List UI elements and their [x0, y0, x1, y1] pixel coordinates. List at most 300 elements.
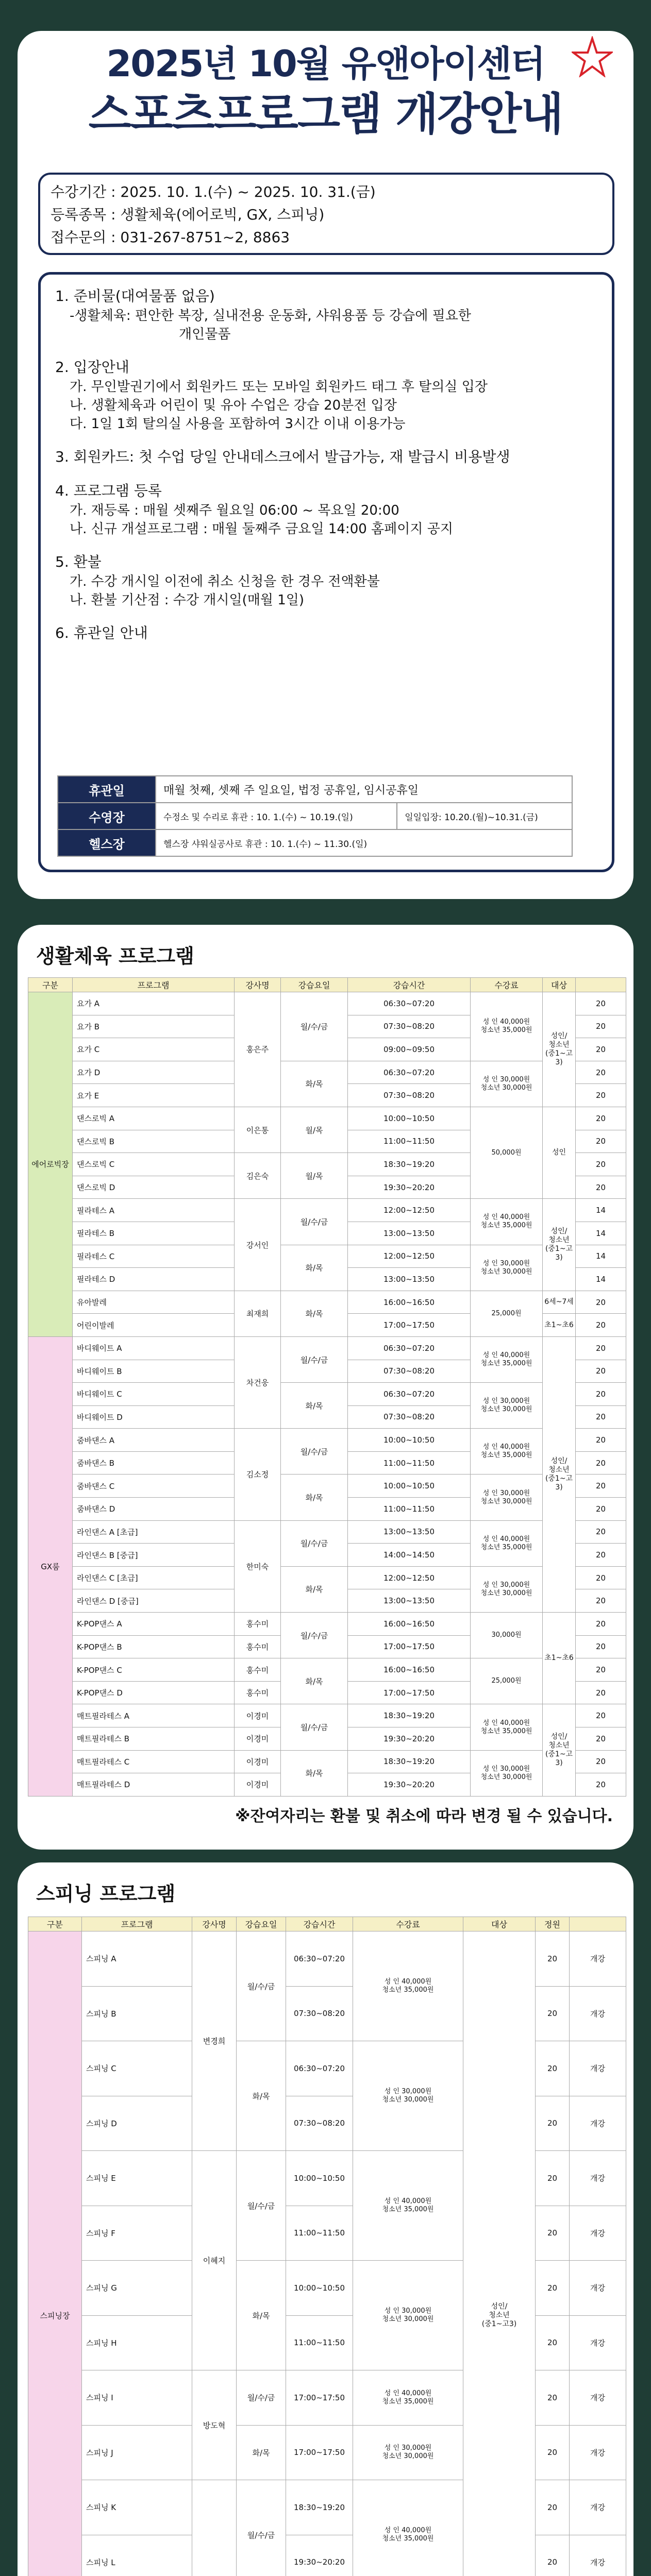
program-name: K-POP댄스 A: [73, 1613, 235, 1636]
program-name: 필라테스 B: [73, 1222, 235, 1245]
capacity-cell: 20: [576, 1429, 626, 1452]
fee-cell: 50,000원: [471, 1107, 543, 1198]
program-name: 라인댄스 D [중급]: [73, 1589, 235, 1613]
notice-4-heading: 4. 프로그램 등록: [55, 482, 162, 499]
table-row: [28, 1061, 626, 1084]
notice-5-line: 가. 수강 개시일 이전에 취소 신청을 한 경우 전액환불: [70, 574, 380, 589]
capacity-cell: 20: [536, 2261, 570, 2316]
table-row: [28, 1291, 626, 1314]
time-cell: 13:00~13:50: [348, 1268, 471, 1291]
weekday-cell: 화/목: [281, 1566, 348, 1612]
program-name: 어린이발레: [73, 1314, 235, 1337]
fee-cell: 성 인 40,000원 청소년 35,000원: [471, 1199, 543, 1245]
time-cell: 16:00~16:50: [348, 1291, 471, 1314]
time-cell: 11:00~11:50: [348, 1451, 471, 1475]
instructor-cell: 변경희: [192, 1931, 237, 2151]
table-row: [28, 2425, 626, 2480]
time-cell: 18:30~19:20: [348, 1750, 471, 1773]
table-header-row: [28, 1917, 626, 1931]
program-name: 라인댄스 B [중급]: [73, 1544, 235, 1567]
capacity-cell: 20: [576, 1498, 626, 1521]
weekday-cell: 화/목: [281, 1061, 348, 1107]
capacity-cell: 20: [536, 2480, 570, 2535]
table-row: [28, 1107, 626, 1130]
status-cell: 개강: [570, 2480, 626, 2535]
instructor-cell: 홍수미: [235, 1681, 281, 1704]
status-cell: 개강: [570, 1986, 626, 2041]
fee-cell: 성 인 30,000원 청소년 30,000원: [471, 1475, 543, 1520]
program-name: 라인댄스 A [초급]: [73, 1520, 235, 1544]
program-name: 요가 B: [73, 1015, 235, 1038]
status-cell: 개강: [570, 2041, 626, 2096]
time-cell: 06:30~07:20: [286, 2041, 353, 2096]
section-title: 생활체육 프로그램: [36, 945, 194, 968]
status-cell: 개강: [570, 2096, 626, 2151]
program-name: 요가 C: [73, 1038, 235, 1061]
column-header: 강습시간: [348, 978, 471, 992]
notice-1-line: 개인물품: [179, 327, 231, 342]
program-name: 매트필라테스 C: [73, 1750, 235, 1773]
fee-cell: 성 인 40,000원 청소년 35,000원: [353, 2480, 463, 2576]
instructor-cell: 이혜지: [192, 2151, 237, 2370]
notice-4-line: 가. 재등록 : 매월 셋째주 월요일 06:00 ~ 목요일 20:00: [70, 503, 399, 518]
instructor-cell: 김소정: [235, 1429, 281, 1520]
target-cell: 성인/ 청소년 (중1~고3): [543, 992, 576, 1107]
capacity-cell: 20: [576, 1405, 626, 1429]
table-row: [28, 1336, 626, 1360]
program-name: K-POP댄스 D: [73, 1681, 235, 1704]
capacity-cell: 20: [576, 1291, 626, 1314]
column-header: 프로그램: [73, 978, 235, 992]
status-cell: 개강: [570, 2261, 626, 2316]
weekday-cell: 화/목: [281, 1245, 348, 1291]
weekday-cell: 월/수/금: [237, 1931, 286, 2041]
target-cell: 초1~초6: [543, 1314, 576, 1337]
capacity-cell: 20: [576, 1451, 626, 1475]
fee-cell: 성 인 40,000원 청소년 35,000원: [353, 1931, 463, 2041]
fee-cell: 성 인 40,000원 청소년 35,000원: [471, 1704, 543, 1750]
registration-category: 등록종목 : 생활체육(에어로빅, GX, 스피닝): [51, 206, 325, 223]
time-cell: 10:00~10:50: [348, 1429, 471, 1452]
time-cell: 17:00~17:50: [286, 2425, 353, 2480]
program-name: 필라테스 C: [73, 1245, 235, 1268]
fee-cell: 25,000원: [471, 1658, 543, 1704]
fee-cell: 성 인 40,000원 청소년 35,000원: [353, 2151, 463, 2261]
notice-box: [38, 272, 614, 872]
target-cell: 6세~7세: [543, 1291, 576, 1314]
capacity-cell: 20: [576, 1153, 626, 1176]
table-row: [28, 1613, 626, 1636]
weekday-cell: 월/수/금: [281, 1704, 348, 1750]
notice-2-heading: 2. 입장안내: [55, 359, 129, 376]
program-name: 스피닝 K: [82, 2480, 192, 2535]
instructor-cell: 방도혁: [192, 2370, 237, 2480]
instructor-cell: 이경미: [235, 1727, 281, 1751]
capacity-cell: 14: [576, 1222, 626, 1245]
time-cell: 16:00~16:50: [348, 1658, 471, 1682]
weekday-cell: 월/수/금: [281, 992, 348, 1061]
weekday-cell: 화/목: [237, 2425, 286, 2480]
capacity-cell: 20: [576, 1750, 626, 1773]
fee-cell: 성 인 30,000원 청소년 30,000원: [353, 2261, 463, 2370]
time-cell: 11:00~11:50: [348, 1498, 471, 1521]
notice-2-line: 나. 생활체육과 어린이 및 유아 수업은 강습 20분전 입장: [70, 398, 397, 413]
status-cell: 개강: [570, 2315, 626, 2370]
weekday-cell: 화/목: [281, 1383, 348, 1429]
program-name: 유아발레: [73, 1291, 235, 1314]
capacity-cell: 20: [576, 992, 626, 1015]
program-name: 스피닝 E: [82, 2151, 192, 2206]
capacity-cell: 20: [576, 1084, 626, 1107]
capacity-cell: 20: [536, 1986, 570, 2041]
column-header: [576, 978, 626, 992]
time-cell: 07:30~08:20: [286, 2096, 353, 2151]
program-name: 댄스로빅 C: [73, 1153, 235, 1176]
capacity-cell: 20: [576, 1475, 626, 1498]
fee-cell: 성 인 40,000원 청소년 35,000원: [353, 2370, 463, 2426]
table-row: [28, 1750, 626, 1773]
weekday-cell: 월/수/금: [281, 1520, 348, 1566]
holiday-key: 수영장: [58, 803, 156, 829]
star-icon: [572, 36, 613, 77]
capacity-cell: 20: [576, 1773, 626, 1797]
column-header: 정원: [536, 1917, 570, 1931]
time-cell: 07:30~08:20: [348, 1015, 471, 1038]
capacity-cell: 20: [536, 2315, 570, 2370]
column-header: 수강료: [353, 1917, 463, 1931]
program-name: 요가 E: [73, 1084, 235, 1107]
capacity-cell: 20: [576, 1704, 626, 1727]
notice-1-heading: 1. 준비물(대여물품 없음): [55, 287, 215, 304]
column-header: 대상: [543, 978, 576, 992]
capacity-cell: 20: [576, 1061, 626, 1084]
instructor-cell: 홍수미: [235, 1613, 281, 1636]
instructor-cell: 이은통: [235, 1107, 281, 1153]
column-header: 강습시간: [286, 1917, 353, 1931]
capacity-cell: 20: [536, 2370, 570, 2426]
category-cell: 스피닝장: [28, 1931, 82, 2576]
table-row: [28, 1704, 626, 1727]
table-row: [28, 1429, 626, 1452]
time-cell: 17:00~17:50: [348, 1681, 471, 1704]
notice-5-line: 나. 환불 기산점 : 수강 개시일(매월 1일): [70, 592, 305, 608]
holiday-value: 매월 첫째, 셋째 주 일요일, 법정 공휴일, 임시공휴일: [156, 776, 572, 803]
time-cell: 07:30~08:20: [286, 1986, 353, 2041]
program-name: 줌바댄스 A: [73, 1429, 235, 1452]
time-cell: 11:00~11:50: [286, 2315, 353, 2370]
instructor-cell: 김은숙: [235, 1153, 281, 1199]
fee-cell: 25,000원: [471, 1291, 543, 1336]
weekday-cell: 화/목: [281, 1658, 348, 1704]
time-cell: 12:00~12:50: [348, 1199, 471, 1222]
instructor-cell: 홍수미: [235, 1635, 281, 1658]
notice-5-heading: 5. 환불: [55, 553, 102, 570]
holiday-value: 헬스장 샤워실공사로 휴관 : 10. 1.(수) ~ 11.30.(일): [156, 829, 572, 856]
table-row: [28, 2151, 626, 2206]
capacity-cell: 20: [576, 1336, 626, 1360]
time-cell: 06:30~07:20: [348, 1336, 471, 1360]
program-name: 매트필라테스 B: [73, 1727, 235, 1751]
notice-4-line: 나. 신규 개설프로그램 : 매월 둘째주 금요일 14:00 홈페이지 공지: [70, 521, 454, 537]
table-row: [28, 1475, 626, 1498]
weekday-cell: 화/목: [281, 1475, 348, 1520]
time-cell: 06:30~07:20: [348, 992, 471, 1015]
time-cell: 18:30~19:20: [286, 2480, 353, 2535]
program-name: 댄스로빅 A: [73, 1107, 235, 1130]
program-name: 스피닝 L: [82, 2535, 192, 2576]
table-header-row: [28, 978, 626, 992]
instructor-cell: 최재희: [235, 1291, 281, 1336]
fee-cell: 성 인 30,000원 청소년 30,000원: [471, 1566, 543, 1612]
table-row: [28, 992, 626, 1015]
time-cell: 10:00~10:50: [286, 2261, 353, 2316]
notice-2-line: 가. 무인발권기에서 회원카드 또는 모바일 회원카드 태그 후 탈의실 입장: [70, 379, 488, 395]
program-name: 스피닝 H: [82, 2315, 192, 2370]
time-cell: 12:00~12:50: [348, 1245, 471, 1268]
capacity-cell: 20: [536, 2206, 570, 2261]
instructor-cell: 홍은주: [235, 992, 281, 1107]
course-period: 수강기간 : 2025. 10. 1.(수) ~ 2025. 10. 31.(금): [51, 183, 376, 200]
notice-1-line: -생활체육: 편안한 복장, 실내전용 운동화, 샤워용품 등 강습에 필요한: [70, 308, 471, 324]
program-name: 스피닝 I: [82, 2370, 192, 2426]
status-cell: 개강: [570, 2206, 626, 2261]
program-name: 요가 A: [73, 992, 235, 1015]
table-row: [58, 829, 572, 856]
capacity-cell: 20: [576, 1383, 626, 1406]
column-header: 강사명: [235, 978, 281, 992]
time-cell: 19:30~20:20: [348, 1727, 471, 1751]
time-cell: 13:00~13:50: [348, 1520, 471, 1544]
capacity-cell: 20: [576, 1727, 626, 1751]
time-cell: 16:00~16:50: [348, 1613, 471, 1636]
capacity-cell: 20: [576, 1613, 626, 1636]
program-name: K-POP댄스 B: [73, 1635, 235, 1658]
status-cell: 개강: [570, 2535, 626, 2576]
capacity-cell: 14: [576, 1268, 626, 1291]
instructor-cell: 한미숙: [235, 1520, 281, 1612]
program-name: 스피닝 C: [82, 2041, 192, 2096]
capacity-cell: 20: [576, 1360, 626, 1383]
time-cell: 17:00~17:50: [348, 1635, 471, 1658]
weekday-cell: 월/수/금: [237, 2480, 286, 2576]
holiday-table: [57, 775, 573, 857]
page-title-line2: 스포츠프로그램 개강안내: [88, 89, 563, 140]
time-cell: 14:00~14:50: [348, 1544, 471, 1567]
weekday-cell: 월/목: [281, 1153, 348, 1199]
program-name: 스피닝 J: [82, 2425, 192, 2480]
target-cell: 초1~초6: [543, 1613, 576, 1704]
table-row: [58, 803, 572, 829]
time-cell: 06:30~07:20: [348, 1061, 471, 1084]
program-name: 댄스로빅 D: [73, 1176, 235, 1199]
fee-cell: 성 인 30,000원 청소년 30,000원: [471, 1750, 543, 1796]
fee-cell: 성 인 40,000원 청소년 35,000원: [471, 1520, 543, 1566]
program-name: 필라테스 D: [73, 1268, 235, 1291]
time-cell: 19:30~20:20: [286, 2535, 353, 2576]
program-name: 매트필라테스 A: [73, 1704, 235, 1727]
program-name: 줌바댄스 D: [73, 1498, 235, 1521]
table-row: [28, 1383, 626, 1406]
capacity-cell: 20: [536, 1931, 570, 1987]
instructor-cell: 이경미: [235, 1773, 281, 1797]
table-row: [58, 776, 572, 803]
status-cell: 개강: [570, 1931, 626, 1987]
weekday-cell: 화/목: [281, 1750, 348, 1796]
table-row: [28, 1199, 626, 1222]
table-row: [28, 1931, 626, 1987]
target-cell: 성인/ 청소년 (중1~고3): [543, 1199, 576, 1291]
capacity-cell: 20: [576, 1130, 626, 1153]
weekday-cell: 월/수/금: [281, 1336, 348, 1382]
capacity-cell: 20: [536, 2535, 570, 2576]
program-name: 스피닝 A: [82, 1931, 192, 1987]
contact-info: 접수문의 : 031-267-8751~2, 8863: [51, 229, 290, 246]
program-name: 필라테스 A: [73, 1199, 235, 1222]
program-name: 바디웨이트 B: [73, 1360, 235, 1383]
capacity-cell: 20: [576, 1544, 626, 1567]
instructor-cell: 차건웅: [235, 1336, 281, 1428]
program-name: K-POP댄스 C: [73, 1658, 235, 1682]
time-cell: 19:30~20:20: [348, 1773, 471, 1797]
program-name: 스피닝 D: [82, 2096, 192, 2151]
table-row: [28, 2480, 626, 2535]
capacity-cell: 20: [536, 2425, 570, 2480]
column-header: 수강료: [471, 978, 543, 992]
category-cell: GX룸: [28, 1336, 73, 1796]
time-cell: 11:00~11:50: [286, 2206, 353, 2261]
time-cell: 13:00~13:50: [348, 1589, 471, 1613]
capacity-cell: 20: [576, 1589, 626, 1613]
capacity-cell: 20: [536, 2151, 570, 2206]
time-cell: 10:00~10:50: [348, 1475, 471, 1498]
table-row: [28, 2041, 626, 2096]
table-row: [28, 2261, 626, 2316]
capacity-cell: 20: [576, 1681, 626, 1704]
weekday-cell: 월/수/금: [281, 1429, 348, 1475]
time-cell: 07:30~08:20: [348, 1405, 471, 1429]
column-header: [570, 1917, 626, 1931]
program-name: 댄스로빅 B: [73, 1130, 235, 1153]
program-name: 스피닝 F: [82, 2206, 192, 2261]
time-cell: 17:00~17:50: [348, 1314, 471, 1337]
capacity-cell: 20: [536, 2096, 570, 2151]
weekday-cell: 월/수/금: [281, 1613, 348, 1658]
capacity-cell: 20: [576, 1015, 626, 1038]
holiday-value-extra: 일일입장: 10.20.(월)~10.31.(금): [397, 803, 572, 829]
capacity-cell: 14: [576, 1199, 626, 1222]
remaining-seats-note: ※잔여자리는 환불 및 취소에 따라 변경 될 수 있습니다.: [235, 1807, 613, 1825]
program-name: 라인댄스 C [초급]: [73, 1566, 235, 1589]
time-cell: 17:00~17:50: [286, 2370, 353, 2426]
program-name: 바디웨이트 A: [73, 1336, 235, 1360]
weekday-cell: 월/수/금: [237, 2151, 286, 2261]
time-cell: 07:30~08:20: [348, 1084, 471, 1107]
capacity-cell: 14: [576, 1245, 626, 1268]
table-row: [28, 1986, 626, 2041]
capacity-cell: 20: [576, 1038, 626, 1061]
life-program-table: [28, 977, 626, 1797]
target-cell: 성인/ 청소년 (중1~고3): [543, 1336, 576, 1612]
time-cell: 10:00~10:50: [348, 1107, 471, 1130]
program-name: 줌바댄스 C: [73, 1475, 235, 1498]
time-cell: 18:30~19:20: [348, 1704, 471, 1727]
column-header: 강사명: [192, 1917, 237, 1931]
table-row: [28, 2206, 626, 2261]
weekday-cell: 화/목: [237, 2041, 286, 2151]
time-cell: 06:30~07:20: [348, 1383, 471, 1406]
weekday-cell: 월/수/금: [237, 2370, 286, 2426]
instructor-cell: 홍수미: [235, 1658, 281, 1682]
table-row: [28, 1566, 626, 1589]
spinning-program-table: [28, 1917, 626, 2576]
table-row: [28, 2096, 626, 2151]
capacity-cell: 20: [576, 1314, 626, 1337]
time-cell: 09:00~09:50: [348, 1038, 471, 1061]
notice-6-heading: 6. 휴관일 안내: [55, 624, 148, 641]
time-cell: 18:30~19:20: [348, 1153, 471, 1176]
weekday-cell: 화/목: [281, 1291, 348, 1336]
weekday-cell: 화/목: [237, 2261, 286, 2370]
info-box: [38, 173, 614, 255]
instructor-cell: [192, 2480, 237, 2576]
target-cell: 성인/ 청소년 (중1~고3): [543, 1704, 576, 1796]
fee-cell: 성 인 30,000원 청소년 30,000원: [471, 1061, 543, 1107]
instructor-cell: 이경미: [235, 1750, 281, 1773]
program-name: 스피닝 B: [82, 1986, 192, 2041]
column-header: 강습요일: [281, 978, 348, 992]
program-name: 바디웨이트 D: [73, 1405, 235, 1429]
capacity-cell: 20: [576, 1520, 626, 1544]
holiday-value: 수정소 및 수리로 휴관 : 10. 1.(수) ~ 10.19.(일): [156, 803, 397, 829]
notice-2-line: 다. 1일 1회 탈의실 사용을 포함하여 3시간 이내 이용가능: [70, 416, 406, 432]
time-cell: 13:00~13:50: [348, 1222, 471, 1245]
status-cell: 개강: [570, 2425, 626, 2480]
spinning-card: [18, 1862, 633, 2576]
fee-cell: 성 인 40,000원 청소년 35,000원: [471, 1429, 543, 1475]
table-row: [28, 2315, 626, 2370]
program-name: 바디웨이트 C: [73, 1383, 235, 1406]
target-cell: 성인/ 청소년 (중1~고3): [463, 1931, 536, 2576]
weekday-cell: 월/수/금: [281, 1199, 348, 1245]
table-row: [28, 1658, 626, 1682]
fee-cell: 성 인 30,000원 청소년 30,000원: [471, 1245, 543, 1291]
table-row: [28, 1245, 626, 1268]
program-name: 줌바댄스 B: [73, 1451, 235, 1475]
time-cell: 11:00~11:50: [348, 1130, 471, 1153]
status-cell: 개강: [570, 2151, 626, 2206]
program-name: 요가 D: [73, 1061, 235, 1084]
page-title-line1: 2025년 10월 유앤아이센터: [106, 43, 545, 85]
column-header: 구분: [28, 1917, 82, 1931]
table-row: [28, 1520, 626, 1544]
fee-cell: 성 인 30,000원 청소년 30,000원: [353, 2041, 463, 2151]
status-cell: 개강: [570, 2370, 626, 2426]
time-cell: 07:30~08:20: [348, 1360, 471, 1383]
holiday-key: 휴관일: [58, 776, 156, 803]
time-cell: 06:30~07:20: [286, 1931, 353, 1987]
fee-cell: 성 인 30,000원 청소년 30,000원: [471, 1383, 543, 1429]
table-row: [28, 2535, 626, 2576]
target-cell: 성인: [543, 1107, 576, 1198]
intro-card: [18, 31, 633, 899]
time-cell: 12:00~12:50: [348, 1566, 471, 1589]
capacity-cell: 20: [576, 1635, 626, 1658]
table-row: [28, 2370, 626, 2426]
instructor-cell: 이경미: [235, 1704, 281, 1727]
program-name: 매트필라테스 D: [73, 1773, 235, 1797]
fee-cell: 30,000원: [471, 1613, 543, 1658]
column-header: 강습요일: [237, 1917, 286, 1931]
